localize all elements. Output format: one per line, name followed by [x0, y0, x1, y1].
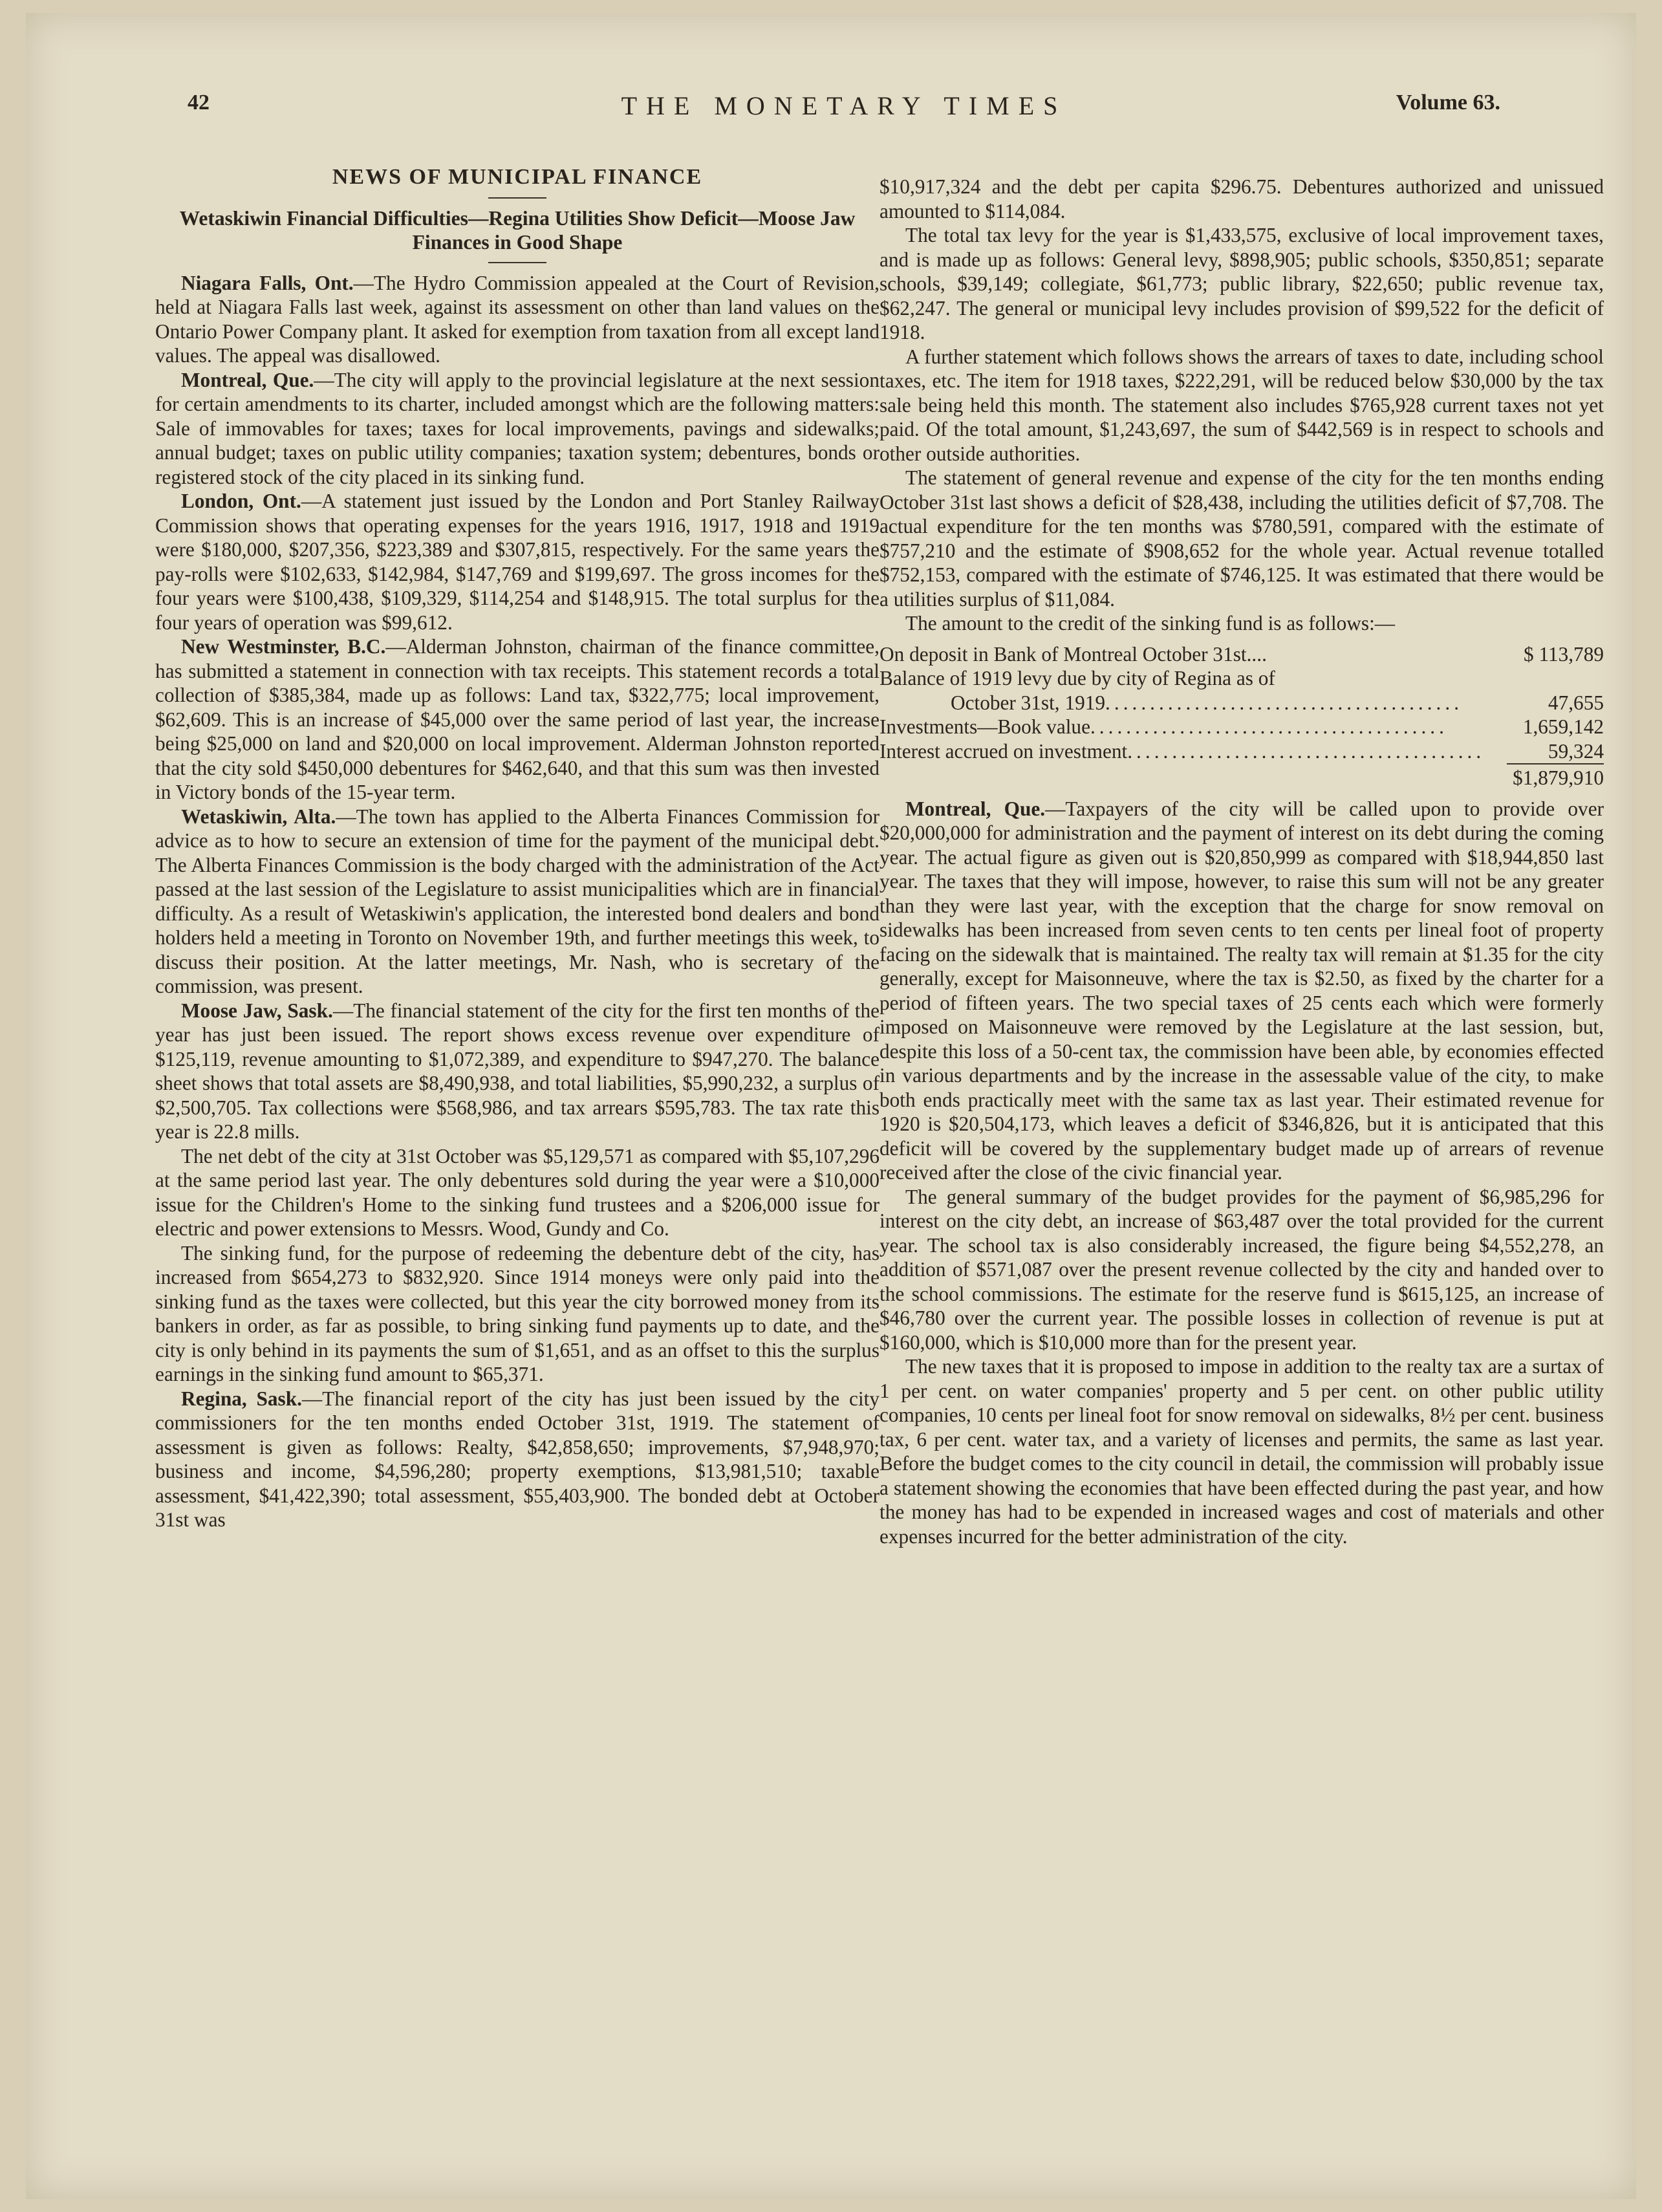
location-label: Wetaskiwin, Alta.	[181, 805, 336, 828]
paragraph-moose-jaw-debt: The net debt of the city at 31st October was $5,129,571 as compared with $5,107,296 at the same period last year. The only debentures sold during the year were a $10,000 issue for the Children's Home to the sinking fund trustees and a $206,000 issue for electric and power extensions to Messrs. Wood, Gundy and Co.	[155, 1144, 880, 1240]
item-niagara-falls	[155, 271, 880, 368]
journal-title: THE MONETARY TIMES	[621, 91, 1067, 120]
item-wetaskiwin	[155, 805, 880, 999]
item-montreal-budget	[880, 797, 1604, 1185]
magazine-page	[26, 13, 1636, 2199]
page-number: 42	[188, 91, 210, 114]
table-total	[880, 763, 1604, 790]
total-amount: $1,879,910	[1507, 763, 1604, 790]
item-montreal-charter	[155, 368, 880, 490]
title-rule	[488, 197, 546, 199]
paragraph-regina-debt: $10,917,324 and the debt per capita $296.75. Debentures authorized and unissued amounted to $114,084.	[880, 175, 1604, 222]
paragraph-montreal-new-taxes: The new taxes that it is proposed to impose in addition to the realty tax are a surtax of 1 per cent. on water companies' property and 5 per cent. on other public utility companies, 10 cents per lineal foot for snow removal on sidewalks, 8½ per cent. business tax, 6 per cent. water tax, and a variety of licenses and permits, the same as last year. Before the budget comes to the city council in detail, the commission will probably issue a statement showing the economies that have been effected during the past year, and how the money has had to be expended in increased wages and cost of materials and other expenses incurred for the better administration of the city.	[880, 1355, 1604, 1548]
row-label: Investments—Book value	[880, 715, 1090, 738]
row-label: October 31st, 1919	[951, 691, 1106, 714]
item-text: —Alderman Johnston, chairman of the finance committee, has submitted a statement in connection with tax receipts. This statement records a total collection of $385,384, made up as follows: Land tax, $322,775; local improvement, $62,609. This is an increase of $45,000 over the same period of last year, the increase being $25,000 on land and $20,000 on local improvement. Alderman Johnston reported that the city sold $450,000 debentures for $462,640, and that this sum was then invested in Victory bonds of the 15-year term.	[155, 635, 880, 803]
section-title: NEWS OF MUNICIPAL FINANCE	[332, 165, 703, 189]
item-text: —Taxpayers of the city will be called upon to provide over $20,000,000 for administration and the payment of interest on its debt during the coming year. The actual figure as given out is $20,850,999 as compared with $18,944,850 last year. The taxes that they will impose, however, to raise this sum will not be any greater than they were last year, with the exception that the charge for snow removal on sidewalks has been increased from seven cents to ten cents per lineal foot of property facing on the sidewalk that is maintained. The realty tax will remain at $1.35 for the city generally, except for Maisonneuve, where the tax is $2.50, as fixed by the charter for a period of fifteen years. The two special taxes of 25 cents each which were formerly imposed on Maisonneuve were removed by the Legislature at the last session, but, despite this loss of a 50-cent tax, the commission have been able, by economies effected in various departments and by the increase in the assessable value of the city, to make both ends practically meet with the same tax as last year. Their estimated revenue for 1920 is $20,504,173, which leaves a deficit of $346,826, but it is anticipated that this deficit will be covered by the supplementary budget made up of arrears of revenue received after the close of the civic financial year.	[880, 797, 1604, 1184]
location-label: Montreal, Que.	[181, 368, 314, 391]
paragraph-regina-revenue: The statement of general revenue and expense of the city for the ten months ending October 31st last shows a deficit of $28,438, including the utilities deficit of $7,708. The actual expenditure for the ten months was $780,591, compared with the estimate of $757,210 and the estimate of $908,652 for the whole year. Actual revenue totalled $752,153, compared with the estimate of $746,125. It was estimated that there would be a utilities surplus of $11,084.	[880, 466, 1604, 611]
location-label: Montreal, Que.	[905, 797, 1046, 820]
paragraph-regina-tax-levy: The total tax levy for the year is $1,433,575, exclusive of local improvement taxes, and is made up as follows: General levy, $898,905; public schools, $350,851; separate schools, $39,149; collegiate, $61,773; public library, $22,650; public revenue tax, $62,247. The general or municipal levy includes provision of $99,522 for the deficit of 1918.	[880, 224, 1604, 343]
table-row: Interest accrued on investment ........................................ 59,324	[880, 739, 1604, 763]
item-text: —The city will apply to the provincial legislature at the next session for certain amendments to its charter, included amongst which are the following matters: Sale of immovables for taxes; taxes for local improvements, pavings and sidewalks; annual budget; taxes on public utility companies; taxation system; debentures, bonds or registered stock of the city placed in its sinking fund.	[155, 368, 880, 488]
subhead-rule	[488, 262, 546, 263]
left-column	[155, 165, 880, 1532]
location-label: Regina, Sask.	[181, 1387, 302, 1410]
table-row: Investments—Book value ........................................ 1,659,142	[880, 715, 1604, 738]
row-amount: 47,655	[1548, 691, 1604, 714]
volume-label: Volume 63.	[1396, 91, 1500, 114]
location-label: New Westminster, B.C.	[181, 635, 386, 658]
item-text: —The town has applied to the Alberta Finances Commission for advice as to how to secure an extension of time for the payment of the municipal debt. The Alberta Finances Commission is the body charged with the administration of the Act passed at the last session of the Legislature to assist municipalities which are in financial difficulty. As a result of Wetaskiwin's application, the interested bond dealers and bond holders held a meeting in Toronto on November 19th, and further meetings this week, to discuss their position. At the latter meetings, Mr. Nash, who is secretary of the commission, was present.	[155, 805, 880, 997]
item-text: —A statement just issued by the London and Port Stanley Railway Commission shows that operating expenses for the years 1916, 1917, 1918 and 1919 were $180,000, $207,356, $223,389 and $307,815, respectively. For the same years the pay-rolls were $102,633, $142,984, $147,769 and $199,697. The gross incomes for the four years were $100,438, $109,329, $114,254 and $148,915. The total surplus for the four years of operation was $99,612.	[155, 490, 880, 634]
paragraph-montreal-summary: The general summary of the budget provides for the payment of $6,985,296 for interest on the city debt, an increase of $63,487 over the total provided for the current year. The school tax is also considerably increased, the figure being $4,552,278, an addition of $571,087 over the present revenue collected by the city and handed over to the school commissions. The estimate for the reserve fund is $615,125, an increase of $46,780 over the current year. The possible losses in collection of revenue is put at $160,000, which is $10,000 more than for the present year.	[880, 1185, 1604, 1354]
location-label: London, Ont.	[181, 490, 301, 512]
row-label: Balance of 1919 levy due by city of Regina as of	[880, 667, 1275, 689]
item-moose-jaw	[155, 999, 880, 1144]
sinking-fund-table	[880, 642, 1604, 790]
row-amount: $ 113,789	[1523, 642, 1604, 666]
table-row	[880, 642, 1604, 667]
table-row	[880, 666, 1604, 691]
row-label: Interest accrued on investment	[880, 739, 1128, 763]
row-label: On deposit in Bank of Montreal October 31st....	[880, 642, 1267, 666]
paragraph-sinking-fund-intro: The amount to the credit of the sinking fund is as follows:—	[905, 612, 1396, 634]
article-subhead: Wetaskiwin Financial Difficulties—Regina Utilities Show Deficit—Moose Jaw Finances in Good Shape	[179, 206, 856, 254]
item-text: —The financial statement of the city for the first ten months of the year has just been issued. The report shows excess revenue over expenditure of $125,119, revenue amounting to $1,072,389, and expenditure to $947,270. The balance sheet shows that total assets are $8,490,938, and total liabilities, $5,990,232, a surplus of $2,500,705. Tax collections were $568,986, and tax arrears $595,783. The tax rate this year is 22.8 mills.	[155, 999, 880, 1143]
row-amount: 59,324	[1548, 739, 1604, 763]
location-label: Moose Jaw, Sask.	[181, 999, 333, 1022]
item-text: —The Hydro Commission appealed at the Court of Revision, held at Niagara Falls last week, against its assessment on other than land values on the Ontario Power Company plant. It asked for exemption from taxation from all except land values. The appeal was disallowed.	[155, 271, 880, 367]
paragraph-moose-jaw-sinking-fund: The sinking fund, for the purpose of redeeming the debenture debt of the city, has increased from $654,273 to $832,920. Since 1914 moneys were only paid into the sinking fund as the taxes were collected, but this year the city borrowed money from its bankers in order, as far as possible, to bring sinking fund payments up to date, and the city is only behind in its payments the sum of $1,651, and as an offset to this the surplus earnings in the sinking fund amount to $65,371.	[155, 1241, 880, 1385]
item-new-westminster	[155, 634, 880, 805]
paragraph-regina-arrears: A further statement which follows shows the arrears of taxes to date, including school taxes, etc. The item for 1918 taxes, $222,291, will be reduced below $30,000 by the tax sale being held this month. The statement also includes $765,928 current taxes not yet paid. Of the total amount, $1,243,697, the sum of $442,569 is in respect to schools and other outside authorities.	[880, 345, 1604, 465]
table-row: October 31st, 1919 ........................................ 47,655	[880, 691, 1604, 715]
item-london	[155, 489, 880, 634]
item-regina	[155, 1387, 880, 1532]
location-label: Niagara Falls, Ont.	[181, 271, 354, 294]
right-column	[880, 175, 1604, 1548]
item-text: —The financial report of the city has just been issued by the city commissioners for the ten months ended October 31st, 1919. The statement of assessment is given as follows: Realty, $42,858,650; improvements, $7,948,970; business and income, $4,596,280; property exemptions, $13,981,510; taxable assessment, $41,422,390; total assessment, $55,403,900. The bonded debt at October 31st was	[155, 1387, 880, 1531]
row-amount: 1,659,142	[1522, 715, 1604, 738]
running-header	[188, 91, 1500, 136]
